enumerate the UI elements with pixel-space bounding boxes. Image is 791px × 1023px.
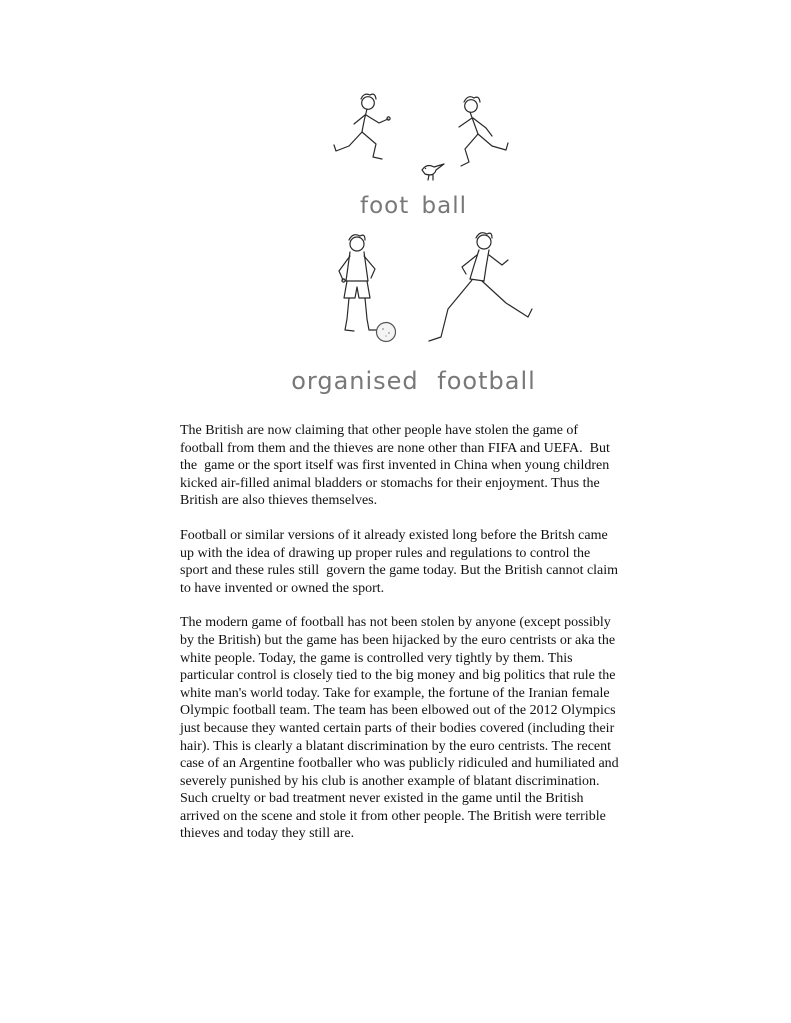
runner-right-icon — [459, 97, 508, 166]
runner-left-icon — [334, 94, 390, 159]
player-right-icon — [429, 233, 532, 341]
article-text — [180, 422, 623, 843]
player-left-icon — [339, 235, 378, 331]
bird-icon — [422, 164, 444, 180]
football-sketch-drawing — [318, 90, 518, 185]
caption-organised-football: organised football — [291, 367, 536, 395]
paragraph-1: The British are now claiming that other people have stolen the game of football from them and the thieves are none other than FIFA and UEFA. But the game or the sport itself was first invented in China when young children kicked air-filled animal bladders or stomachs for their enjoyment. Thus the British are also thieves themselves. — [180, 423, 617, 509]
organised-football-sketch — [298, 229, 538, 359]
paragraph-3: The modern game of football has not been stolen by anyone (except possibly by the British) but the game has been hijacked by the euro centrists or aka the white people. Today, the game is controlled very tightly by them. This particular control is closely tied to the big money and big politics that rule the white man's world today. Take for example, the fortune of the Iranian female Olympic football team. The team has been elbowed out of the 2012 Olympics just because they wanted certain parts of their bodies covered (including their hair). This is clearly a blatant discrimination by the euro centrists. The recent case of an Argentine footballer who was publicly ridiculed and humiliated and severely punished by his club is another example of blatant discrimination. Such cruelty or bad treatment never existed in the game until the British arrived on the scene and stole it from other people. The British were terrible thieves and today they still are. — [180, 615, 623, 842]
paragraph-2: Football or similar versions of it already existed long before the Britsh came up with the idea of drawing up proper rules and regulations to control the sport and these rules still govern the game today. But the British cannot claim to have invented or owned the sport. — [180, 527, 622, 596]
ball-icon — [376, 323, 395, 342]
organised-football-drawing — [298, 229, 538, 359]
caption-foot-ball: foot ball — [359, 193, 468, 219]
football-sketch — [318, 0, 518, 185]
